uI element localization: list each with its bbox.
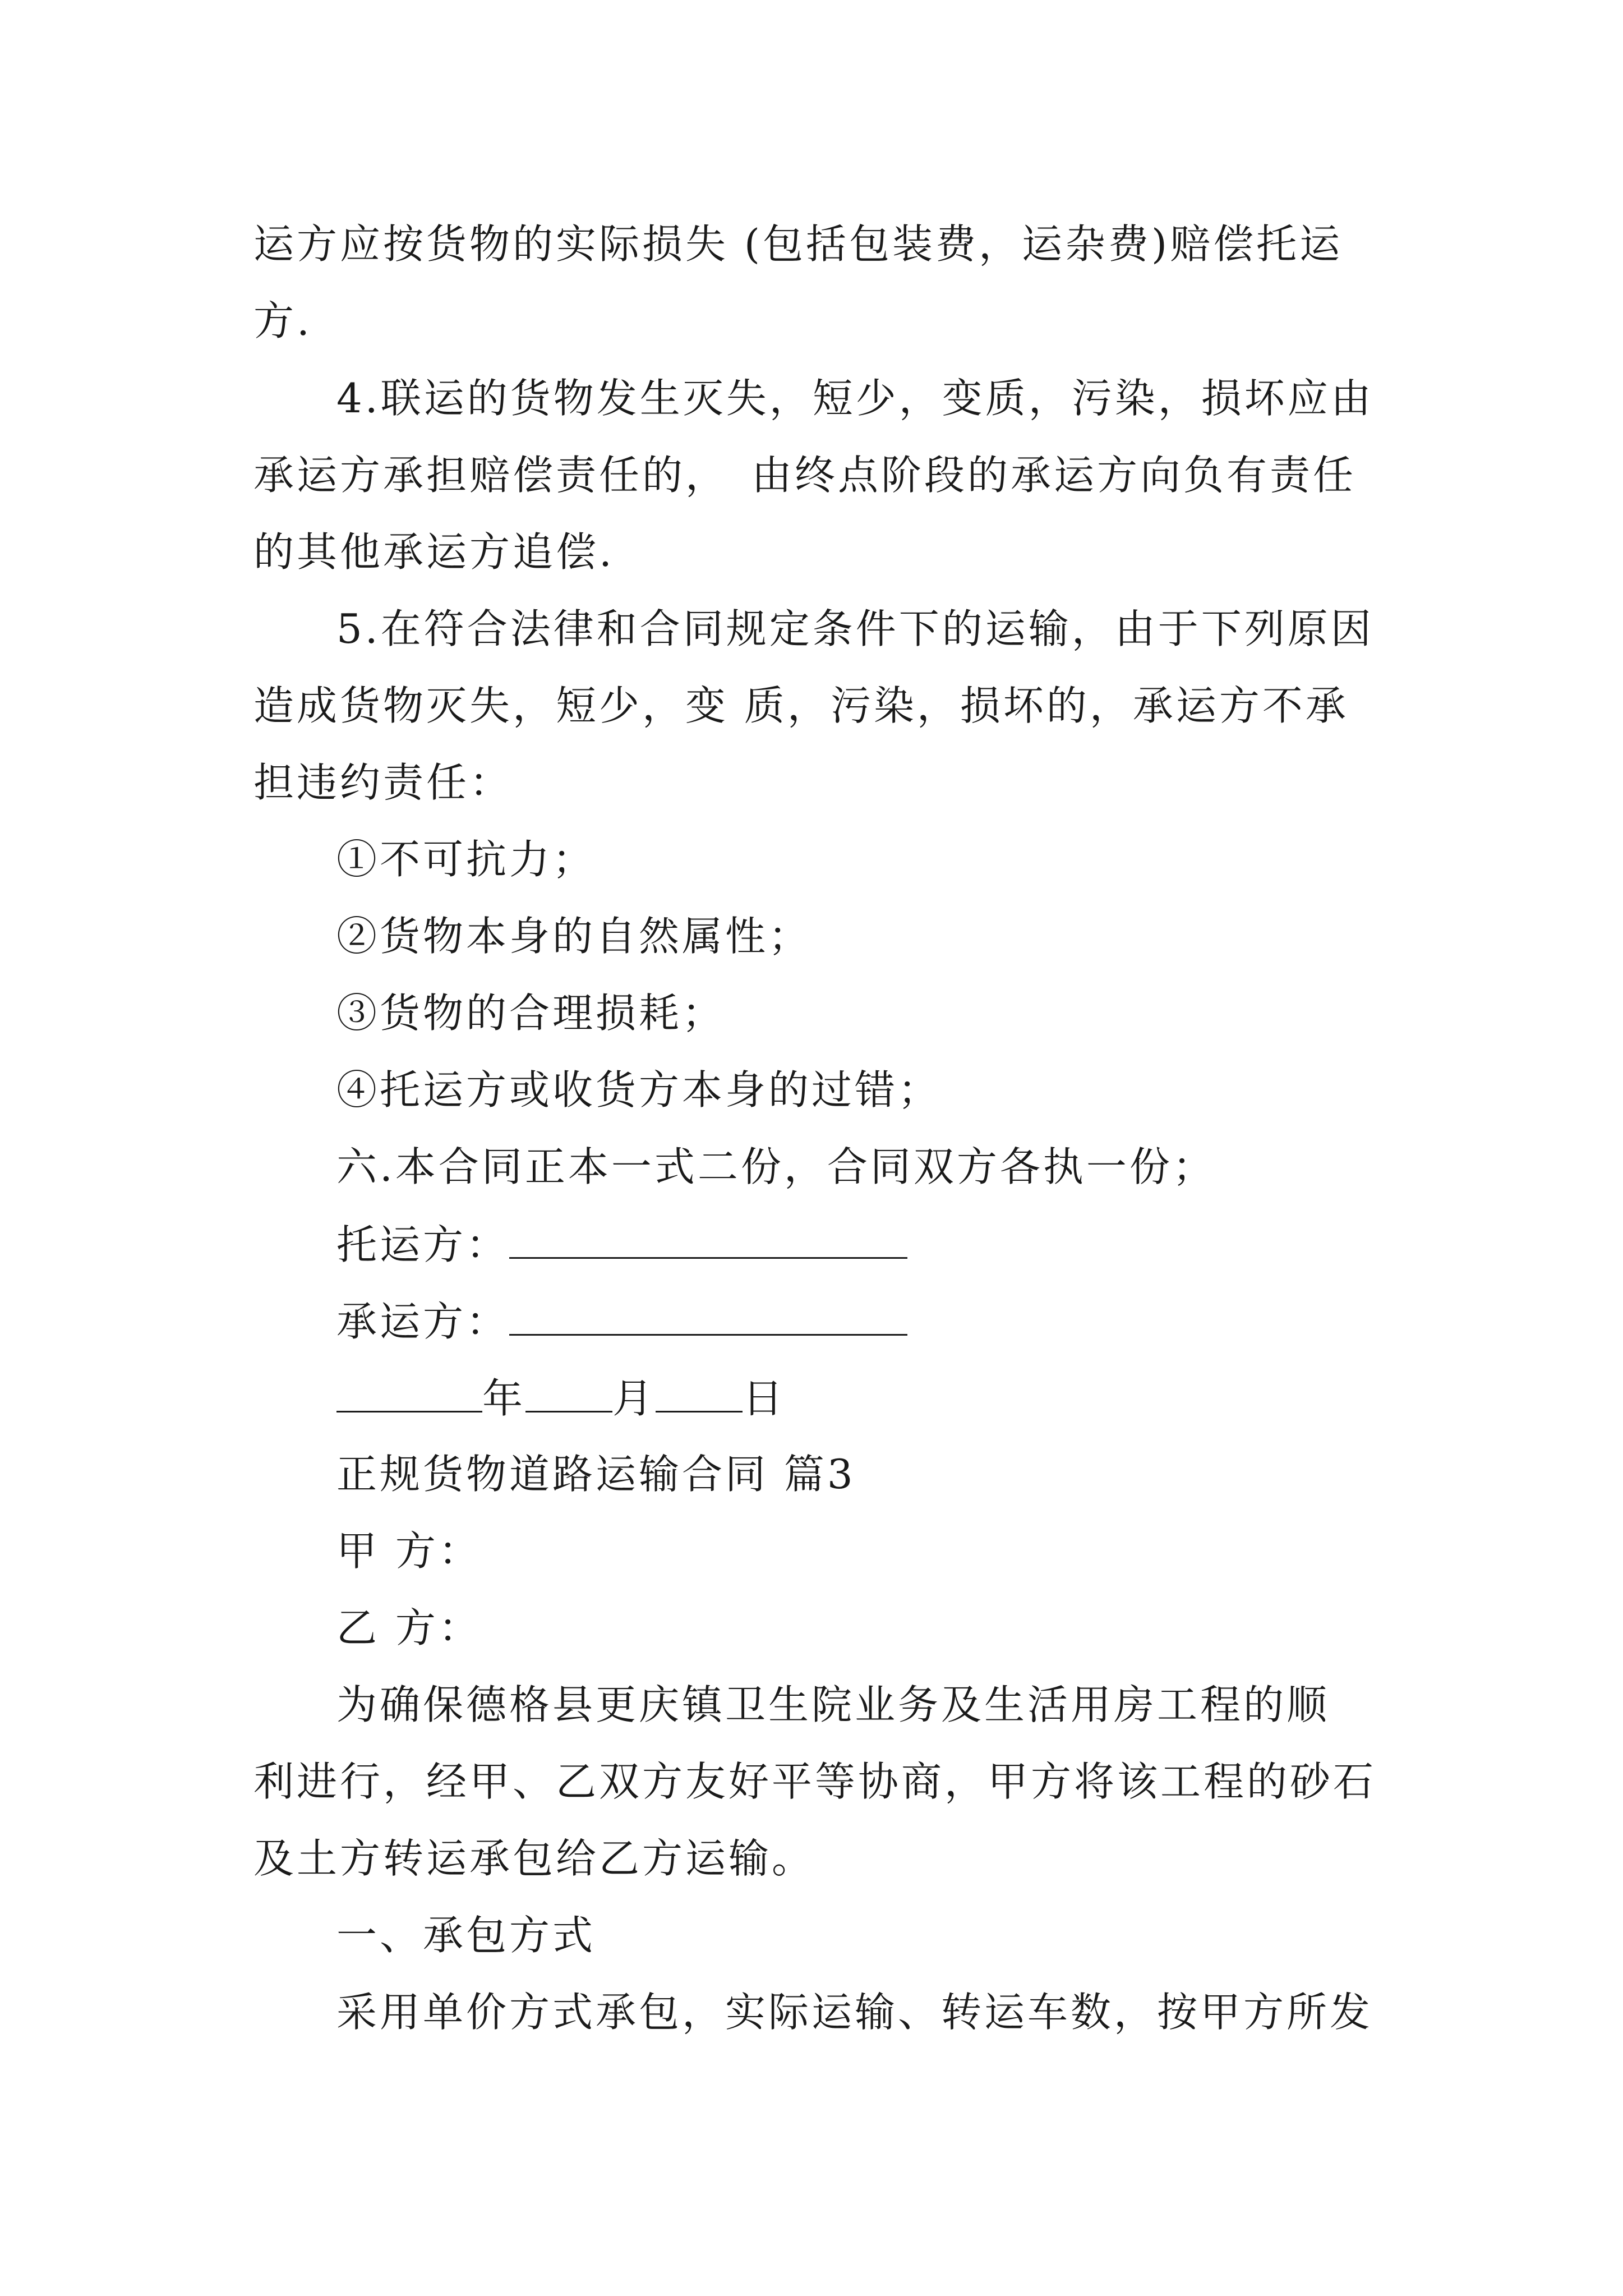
month-blank <box>525 1369 612 1412</box>
paragraph-line: 利进行，经甲、乙双方友好平等协商，甲方将该工程的砂石 <box>253 1758 1377 1805</box>
party-b-label: 乙 方： <box>336 1604 482 1651</box>
consignor-signature-blank <box>509 1216 907 1259</box>
paragraph-line: 5.在符合法律和合同规定条件下的运输，由于下列原因 <box>336 605 1374 652</box>
paragraph-line: 的其他承运方追偿. <box>253 528 615 576</box>
paragraph-line: 及土方转运承包给乙方运输。 <box>253 1835 815 1882</box>
year-blank <box>336 1369 482 1412</box>
paragraph-line: 4.联运的货物发生灭失，短少，变质，污染，损坏应由 <box>336 375 1374 422</box>
carrier-signature-blank <box>509 1292 907 1336</box>
month-label: 月 <box>612 1375 656 1422</box>
paragraph-line: 造成货物灭失，短少，变 质，污染，损坏的，承运方不承 <box>253 682 1349 729</box>
list-item: ①不可抗力； <box>336 836 596 883</box>
list-item: ③货物的合理损耗； <box>336 990 726 1037</box>
paragraph-line: 担违约责任： <box>253 759 513 806</box>
paragraph-line: 采用单价方式承包，实际运输、转运车数，按甲方所发 <box>336 1989 1373 2036</box>
paragraph-line: 方. <box>253 297 312 344</box>
paragraph-line: 运方应按货物的实际损失 (包括包装费，运杂费)赔偿托运 <box>253 220 1343 268</box>
carrier-label: 承运方： <box>336 1298 510 1345</box>
paragraph-line: 为确保德格县更庆镇卫生院业务及生活用房工程的顺 <box>336 1681 1330 1728</box>
carrier-signature-line <box>336 1292 1464 1350</box>
list-item: ②货物本身的自然属性； <box>336 913 812 960</box>
paragraph-line: 承运方承担赔偿责任的， 由终点阶段的承运方向负有责任 <box>253 452 1357 499</box>
day-blank <box>656 1369 743 1412</box>
paragraph-line: 六.本合同正本一式二份，合同双方各执一份； <box>336 1143 1216 1190</box>
day-label: 日 <box>743 1375 786 1422</box>
consignor-label: 托运方： <box>336 1221 510 1268</box>
year-label: 年 <box>482 1375 526 1422</box>
consignor-signature-line <box>336 1216 1464 1273</box>
list-item: ④托运方或收货方本身的过错； <box>336 1066 942 1114</box>
party-a-label: 甲 方： <box>336 1527 482 1575</box>
section-heading: 一、承包方式 <box>336 1912 596 1959</box>
date-line <box>336 1369 1464 1427</box>
section-title: 正规货物道路运输合同 篇3 <box>336 1451 856 1498</box>
